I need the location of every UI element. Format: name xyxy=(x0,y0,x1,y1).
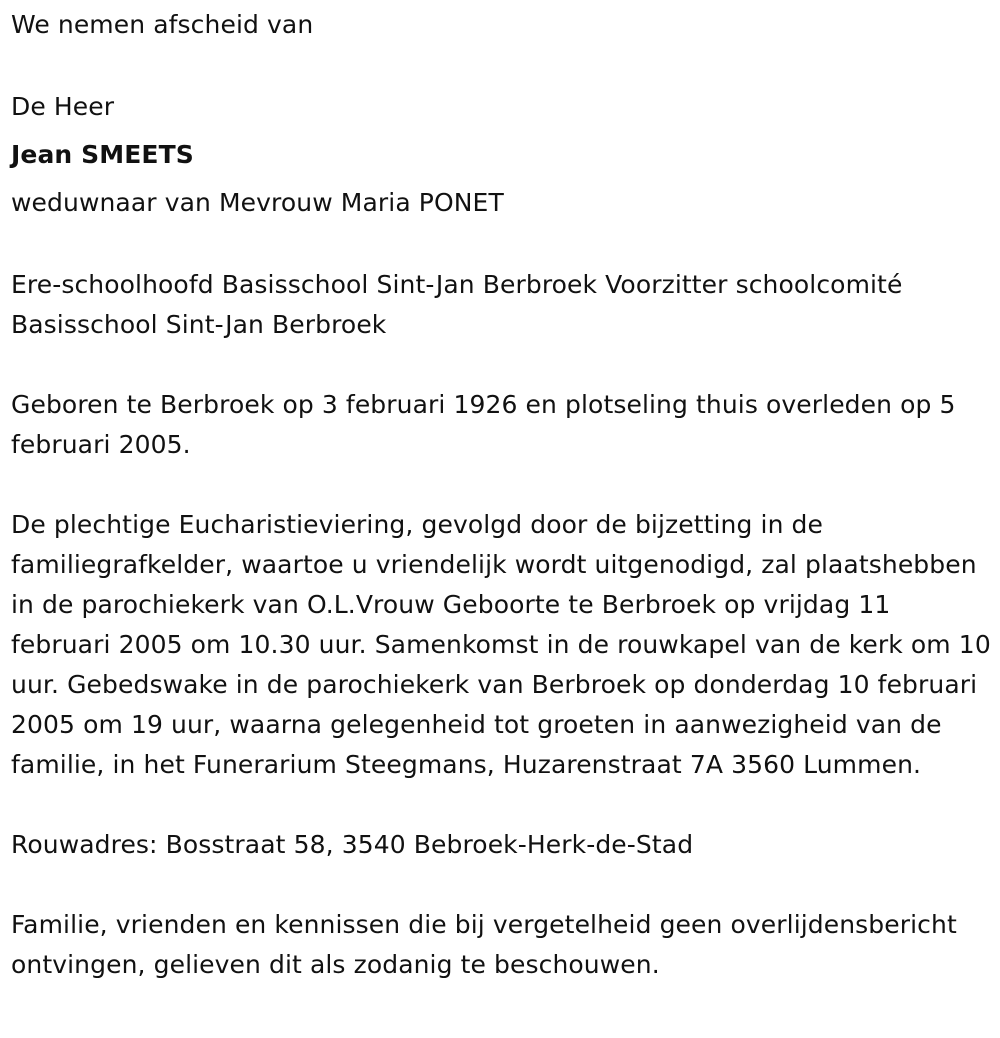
death-notice xyxy=(11,0,996,985)
function-text: Ere-schoolhoofd Basisschool Sint-Jan Berbroek Voorzitter schoolcomité Basisschool Sint-Jan Berbroek xyxy=(11,270,903,339)
intro-text: We nemen afscheid van xyxy=(11,10,314,39)
closing-text: Familie, vrienden en kennissen die bij vergetelheid geen overlijdensbericht ontvingen, gelieven dit als zodanig te beschouwen. xyxy=(11,910,957,979)
deceased-name: Jean SMEETS xyxy=(11,140,194,169)
birth-death-text: Geboren te Berbroek op 3 februari 1926 en plotseling thuis overleden op 5 februari 2005. xyxy=(11,390,956,459)
spouse-text: weduwnaar van Mevrouw Maria PONET xyxy=(11,188,504,217)
mourning-address: Rouwadres: Bosstraat 58, 3540 Bebroek-Herk-de-Stad xyxy=(11,830,694,859)
honorific-title: De Heer xyxy=(11,92,115,121)
ceremony-text: De plechtige Eucharistieviering, gevolgd door de bijzetting in de familiegrafkelder, waartoe u vriendelijk wordt uitgenodigd, zal plaatshebben in de parochiekerk van O.L.Vrouw Geboorte te Berbroek op vrijdag 11 februari 2005 om 10.30 uur. Samenkomst in de rouwkapel van de kerk om 10 uur. Gebedswake in de parochiekerk van Berbroek op donderdag 10 februari 2005 om 19 uur, waarna gelegenheid tot groeten in aanwezigheid van de familie, in het Funerarium Steegmans, Huzarenstraat 7A 3560 Lummen. xyxy=(11,510,991,779)
